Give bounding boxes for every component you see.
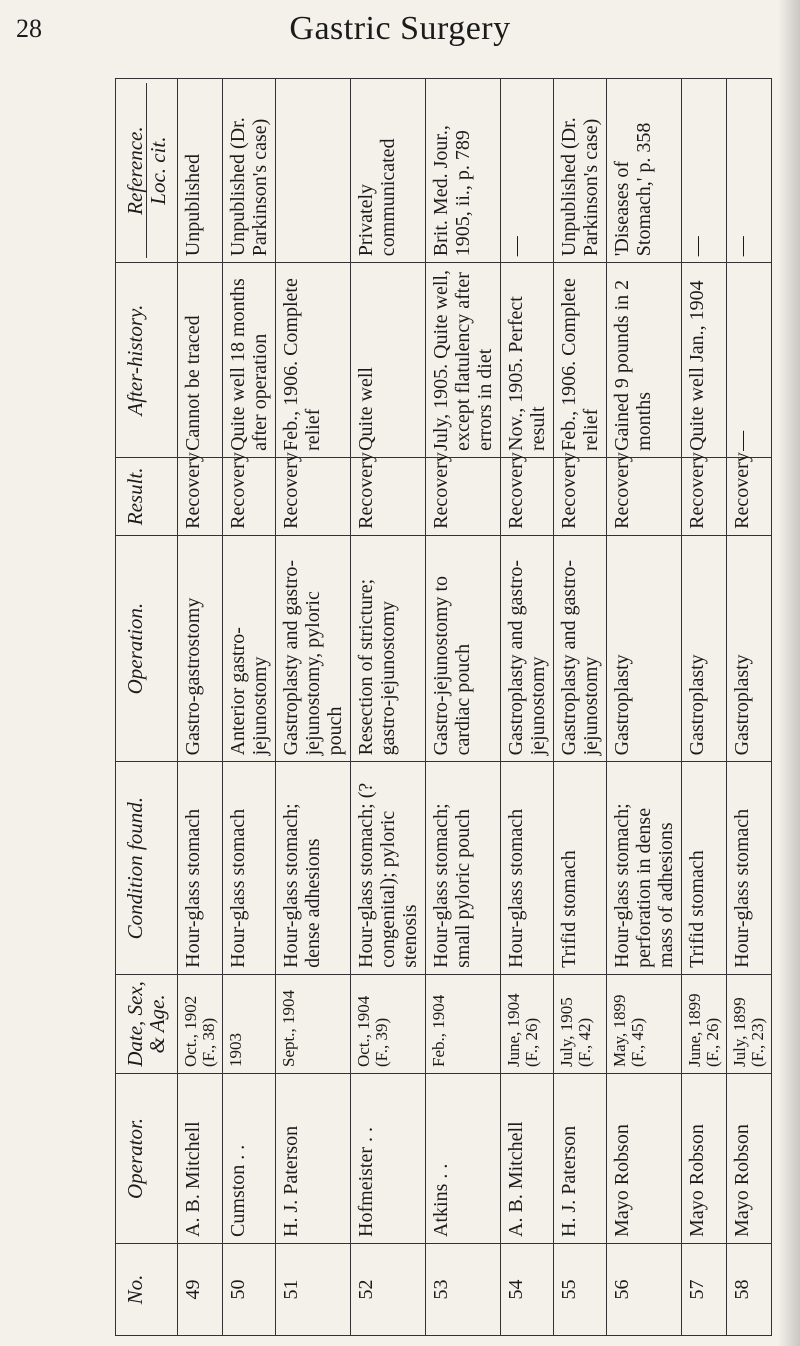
cell-condition: Hour-glass stomach; perforation in dense mass of adhesions (607, 762, 682, 974)
cell-condition: Hour-glass stomach (178, 762, 223, 974)
table-row (351, 79, 426, 1336)
cell-date: 1903 (223, 974, 276, 1073)
table-row (223, 79, 276, 1336)
cell-reference: — (682, 79, 727, 263)
cell-after-history: Cannot be traced (178, 263, 223, 458)
cell-no: 49 (178, 1243, 223, 1335)
cell-date: June, 1904 (F., 26) (501, 974, 554, 1073)
cell-date: Oct., 1904 (F., 39) (351, 974, 426, 1073)
cell-operator: H. J. Paterson (276, 1074, 351, 1244)
cell-after-history: Gained 9 pounds in 2 months (607, 263, 682, 458)
cell-reference: Unpublished (Dr. Parkinson's case) (223, 79, 276, 263)
cell-no: 53 (426, 1243, 501, 1335)
table-row (727, 79, 772, 1336)
cell-operation: Gastroplasty (607, 535, 682, 762)
table-row (554, 79, 607, 1336)
cell-after-history: Quite well Jan., 1904 (682, 263, 727, 458)
cell-after-history: Quite well 18 months after operation (223, 263, 276, 458)
cell-condition: Trifid stomach (554, 762, 607, 974)
cell-result: Recovery (727, 457, 772, 535)
page-edge-shadow (778, 0, 800, 1346)
cell-date: Sept., 1904 (276, 974, 351, 1073)
cell-condition: Hour-glass stomach; (? congenital); pyloric stenosis (351, 762, 426, 974)
cell-date: June, 1899 (F., 26) (682, 974, 727, 1073)
cell-no: 57 (682, 1243, 727, 1335)
case-table (115, 78, 772, 1336)
cell-condition: Hour-glass stomach (727, 762, 772, 974)
cell-operation: Gastroplasty and gastro-jejunostomy (554, 535, 607, 762)
cell-operation: Gastroplasty (727, 535, 772, 762)
cell-operator: Mayo Robson (727, 1074, 772, 1244)
header-operation: Operation. (116, 535, 178, 762)
table-row (501, 79, 554, 1336)
cell-condition: Trifid stomach (682, 762, 727, 974)
cell-result: Recovery (426, 457, 501, 535)
cell-operator: H. J. Paterson (554, 1074, 607, 1244)
header-reference-title: Reference. (123, 126, 147, 215)
page-number: 28 (16, 14, 42, 43)
cell-operator: A. B. Mitchell (501, 1074, 554, 1244)
header-date: Date, Sex, & Age. (116, 974, 178, 1073)
cell-operator: Cumston . . (223, 1074, 276, 1244)
cell-operation: Gastro-gastrostomy (178, 535, 223, 762)
cell-date: July, 1905 (F., 42) (554, 974, 607, 1073)
cell-no: 55 (554, 1243, 607, 1335)
header-operator: Operator. (116, 1074, 178, 1244)
header-reference (116, 79, 178, 263)
table-row (178, 79, 223, 1336)
cell-after-history: Quite well (351, 263, 426, 458)
cell-after-history: Nov., 1905. Perfect result (501, 263, 554, 458)
cell-result: Recovery (682, 457, 727, 535)
table-row (276, 79, 351, 1336)
cell-operation: Resection of stricture; gastro-jejunostomy (351, 535, 426, 762)
cell-operation: Gastro-jejunostomy to cardiac pouch (426, 535, 501, 762)
cell-result: Recovery (607, 457, 682, 535)
cell-operator: Atkins . . (426, 1074, 501, 1244)
cell-result: Recovery (178, 457, 223, 535)
cell-date: Feb., 1904 (426, 974, 501, 1073)
cell-after-history: — (727, 263, 772, 458)
cell-after-history: Feb., 1906. Complete relief (276, 263, 351, 458)
cell-operation: Gastroplasty and gastro-jejunostomy (501, 535, 554, 762)
running-head: Gastric Surgery (289, 10, 511, 47)
table-row (426, 79, 501, 1336)
cell-operator: Mayo Robson (682, 1074, 727, 1244)
cell-reference: Unpublished (178, 79, 223, 263)
cell-no: 51 (276, 1243, 351, 1335)
cell-reference: Brit. Med. Jour., 1905, ii., p. 789 (426, 79, 501, 263)
cell-date: May, 1899 (F., 45) (607, 974, 682, 1073)
cell-result: Recovery (351, 457, 426, 535)
cell-condition: Hour-glass stomach; small pyloric pouch (426, 762, 501, 974)
cell-reference (276, 79, 351, 263)
cell-operation: Gastroplasty (682, 535, 727, 762)
cell-result: Recovery (276, 457, 351, 535)
cell-no: 54 (501, 1243, 554, 1335)
table-row (682, 79, 727, 1336)
cell-no: 50 (223, 1243, 276, 1335)
cell-operator: A. B. Mitchell (178, 1074, 223, 1244)
header-reference-sub: Loc. cit. (146, 83, 169, 258)
header-result: Result. (116, 457, 178, 535)
cell-operator: Mayo Robson (607, 1074, 682, 1244)
cell-reference: 'Diseases of Stomach,' p. 358 (607, 79, 682, 263)
cell-result: Recovery (501, 457, 554, 535)
cell-no: 58 (727, 1243, 772, 1335)
cell-condition: Hour-glass stomach (223, 762, 276, 974)
cell-condition: Hour-glass stomach (501, 762, 554, 974)
cell-after-history: Feb., 1906. Complete relief (554, 263, 607, 458)
table-body (178, 79, 772, 1336)
cell-operation: Anterior gastro-jejunostomy (223, 535, 276, 762)
cell-condition: Hour-glass stomach; dense adhesions (276, 762, 351, 974)
rotated-table-container (115, 94, 767, 1336)
header-after-history: After-history. (116, 263, 178, 458)
cell-no: 56 (607, 1243, 682, 1335)
cell-after-history: July, 1905. Quite well, except flatulency after errors in diet (426, 263, 501, 458)
cell-reference: Privately communicated (351, 79, 426, 263)
header-no: No. (116, 1243, 178, 1335)
cell-operation: Gastroplasty and gastro-jejunostomy, pyloric pouch (276, 535, 351, 762)
cell-reference: Unpublished (Dr. Parkinson's case) (554, 79, 607, 263)
cell-operator: Hofmeister . . (351, 1074, 426, 1244)
cell-reference: — (727, 79, 772, 263)
cell-result: Recovery (223, 457, 276, 535)
cell-date: July, 1899 (F., 23) (727, 974, 772, 1073)
table-row (607, 79, 682, 1336)
cell-date: Oct., 1902 (F., 38) (178, 974, 223, 1073)
cell-no: 52 (351, 1243, 426, 1335)
header-row (116, 79, 178, 1336)
cell-reference: — (501, 79, 554, 263)
header-condition: Condition found. (116, 762, 178, 974)
cell-result: Recovery (554, 457, 607, 535)
